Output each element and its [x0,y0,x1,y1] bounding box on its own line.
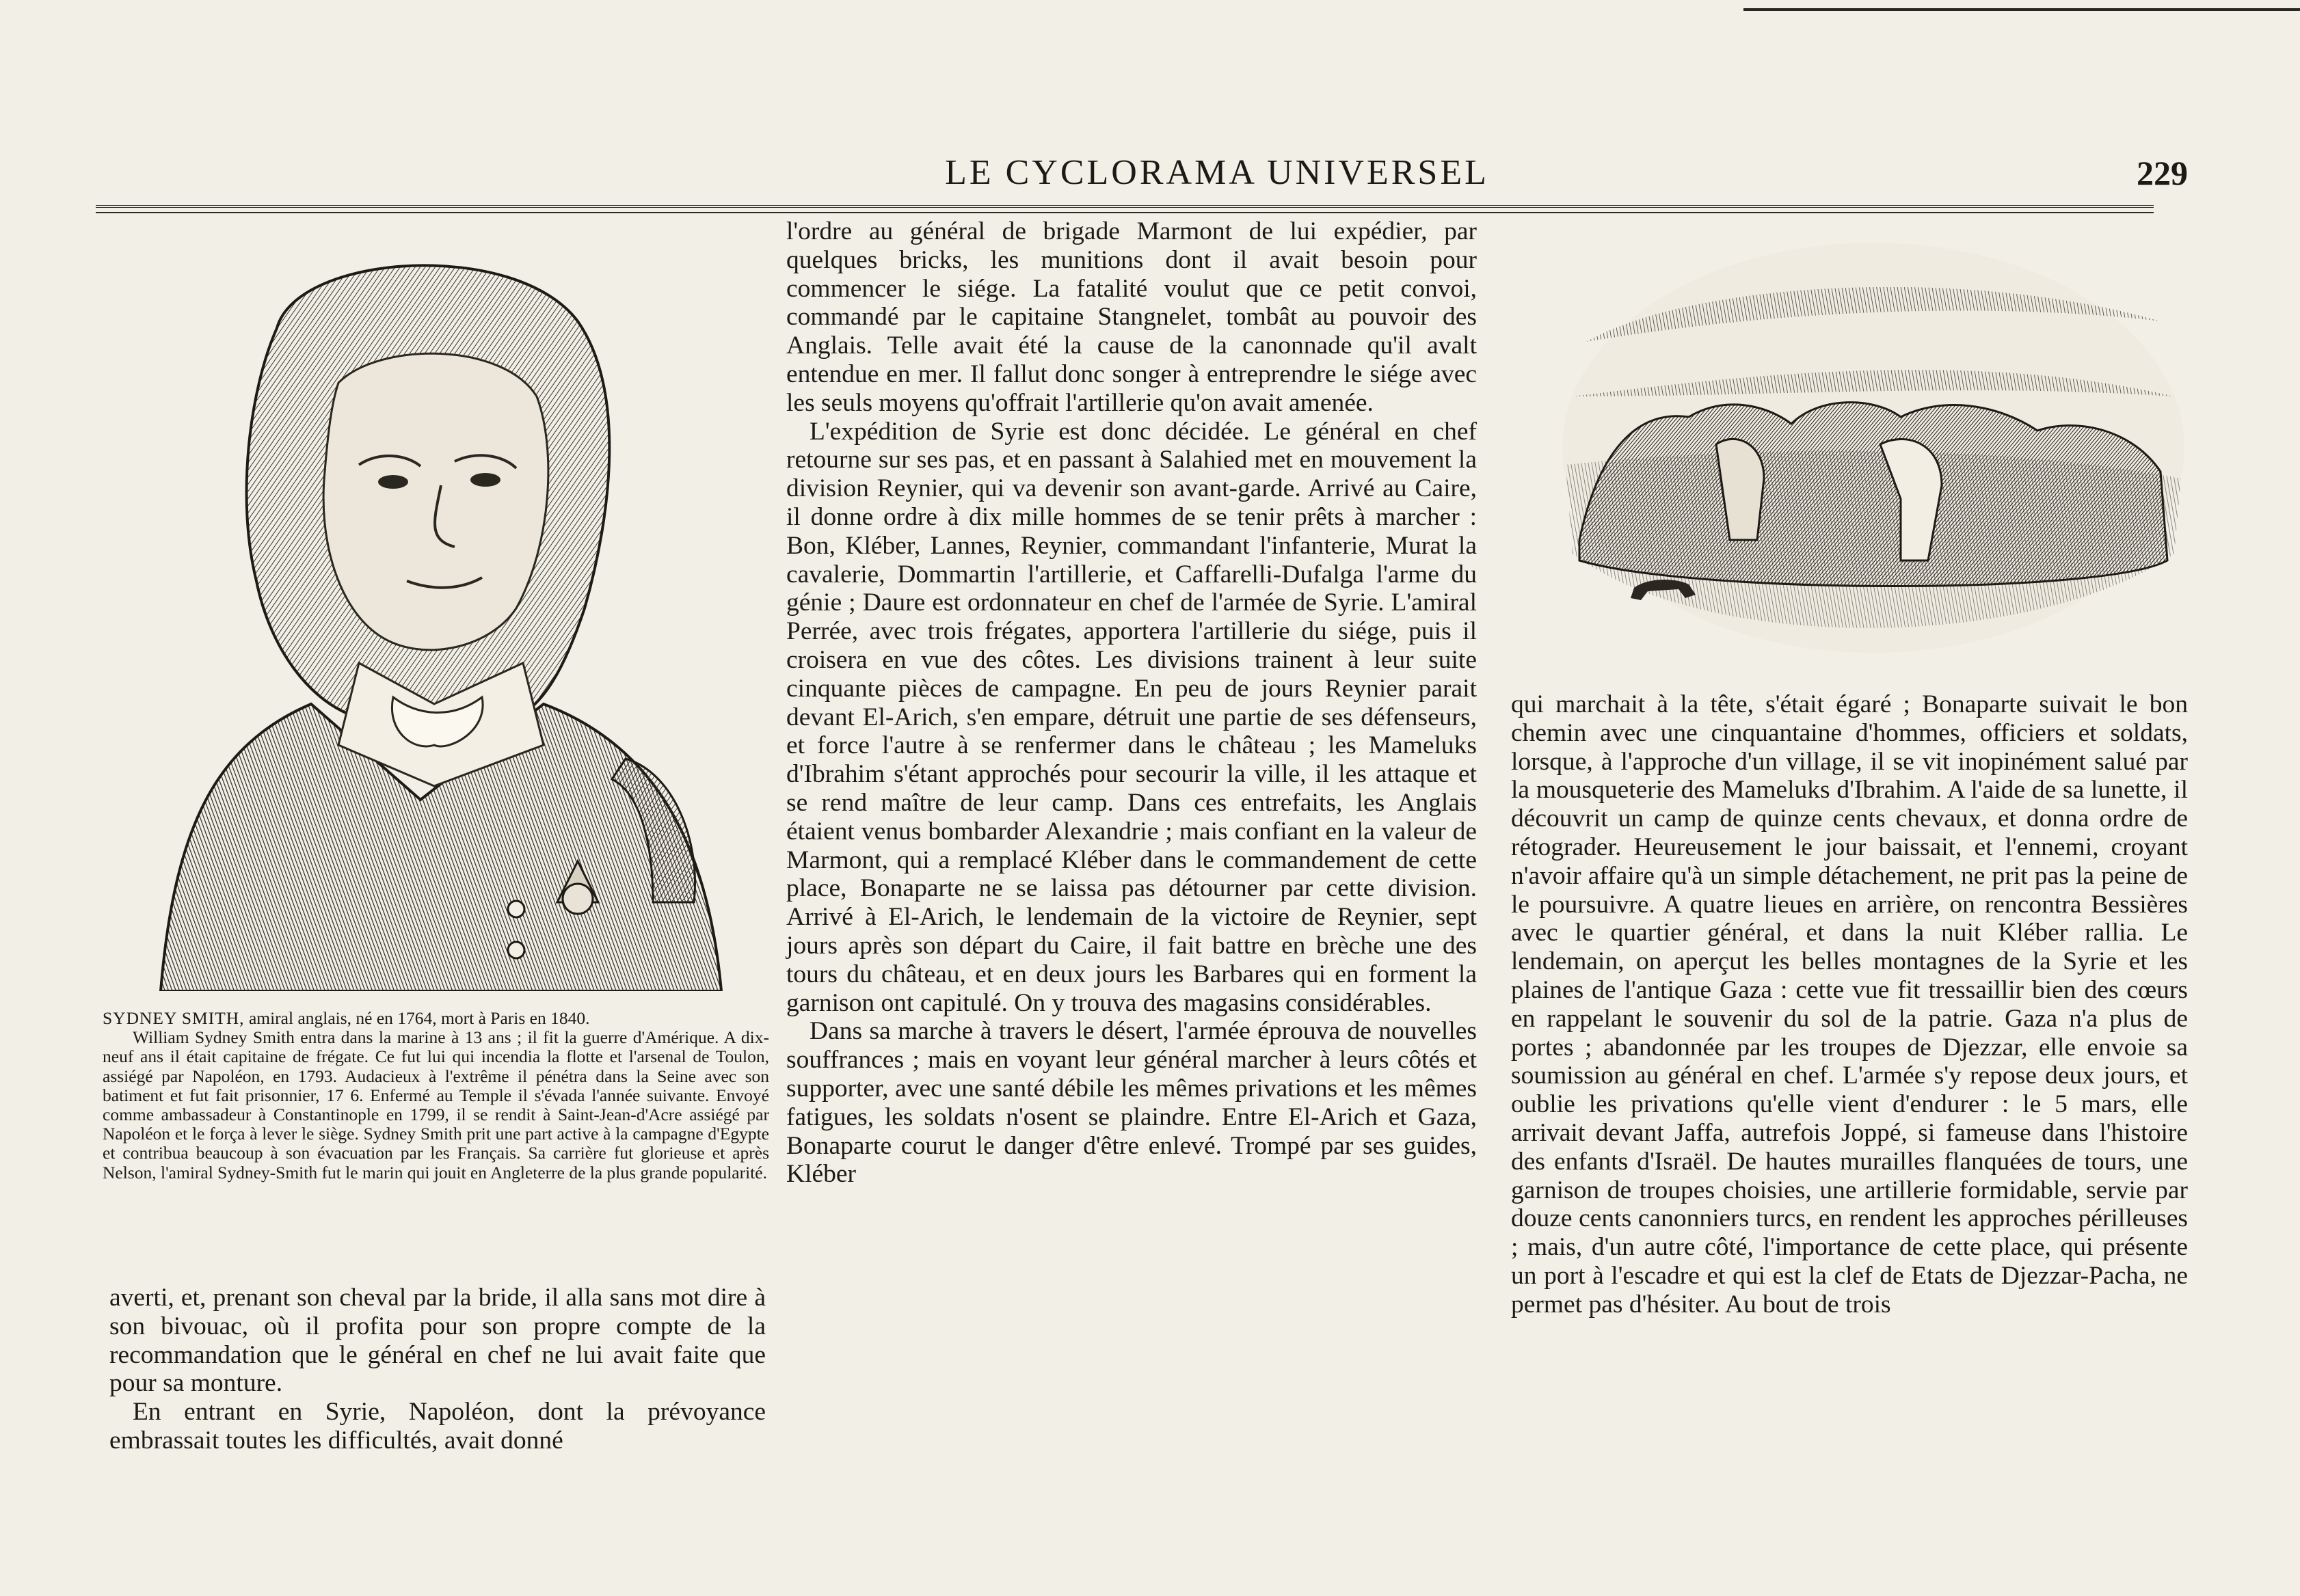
battle-figure [1559,239,2188,656]
portrait-figure [133,226,742,991]
caption-body: William Sydney Smith entra dans la marine à 13 ans ; il fit la guerre d'Amérique. A dix-neuf ans il était capitaine de frégate. Ce fut lui qui incendia la flotte et l'arsenal de Toulon, assiégé par Napoléon, en 1793. Audacieux à l'extrême il pénétra dans la Seine avec son batiment et fut fait prisonnier, 17 6. Enfermé au Temple il s'évada l'année suivante. Envoyé comme ambassadeur à Constantinople en 1799, il se rendit à Saint-Jean-d'Acre assiégé par Napoléon et le força à lever le siège. Sydney Smith prit une part active à la campagne d'Egypte et contribua beaucoup à son évacuation par les Français. Sa carrière fut glorieuse et après Nelson, l'amiral Sydney-Smith fut le marin qui jouit en Angleterre de la plus grande popularité. [103,1027,769,1182]
paragraph: qui marchait à la tête, s'était égaré ; Bonaparte suivait le bon chemin avec une cinquantaine d'hommes, officiers et soldats, lorsque, à l'approche d'un village, il se vit inopinément salué par la mousqueterie des Mameluks d'Ibrahim. A l'aide de sa lunette, il découvrit un camp de quinze cents chevaux, et donna ordre de rétograder. Heureusement le jour baissait, et l'ennemi, croyant n'avoir affaire qu'à un simple détachement, ne prit pas la peine de le poursuivre. A quatre lieues en arrière, on rencontra Bessières avec le quartier général, et dans la nuit Kléber rallia. Le lendemain, on aperçut les belles montagnes de la Syrie et les plaines de l'antique Gaza : cette vue fit tressaillir bien des cœurs en rappelant le souvenir du sol de la patrie. Gaza n'a plus de portes ; abandonnée par les troupes de Djezzar, elle envoie sa soumission au général en chef. L'armée s'y repose deux jours, et oublie les privations qu'elle vient d'endurer : le 5 mars, elle arrivait devant Jaffa, autrefois Joppé, si fameuse dans l'histoire des enfants d'Israël. De hautes murailles flanquées de tours, une garnison de troupes choisies, une artillerie formidable, servie par douze cents canonniers turcs, en rendent les approches périlleuses ; mais, d'un autre côté, l'importance de cette place, qui présente un port à l'escadre et qui est la clef de Etats de Djezzar-Pacha, ne permet pas d'hésiter. Au bout de trois [1511,690,2188,1318]
paragraph: En entrant en Syrie, Napoléon, dont la prévoyance embrassait toutes les difficultés, avait donné [109,1398,766,1455]
page-header [96,149,2188,197]
page-number: 229 [2137,154,2188,192]
paragraph: l'ordre au général de brigade Marmont de lui expédier, par quelques bricks, les munitions dont il avait besoin pour commencer le siége. La fatalité voulut que ce petit convoi, commandé par le capitaine Stangnelet, tombât au pouvoir des Anglais. Telle avait été la cause de la canonnade qu'il avalt entendue en mer. Il fallut donc songer à entreprendre le siége avec les seuls moyens qu'offrait l'artillerie qu'on avait amenée. [786,217,1477,417]
caption-name: SYDNEY SMITH, [103,1008,245,1028]
engraved-cavalry-scene-icon [1559,239,2188,656]
paragraph: L'expédition de Syrie est donc décidée. Le général en chef retourne sur ses pas, et en passant à Salahied met en mouvement la division Reynier, qui va devenir son avant-garde. Arrivé au Caire, il donne ordre à dix mille hommes de se tenir prêts à marcher : Bon, Kléber, Lannes, Reynier, commandant l'infanterie, Murat la cavalerie, Dommartin l'artillerie, et Caffarelli-Dufalga l'arme du génie ; Daure est ordonnateur en chef de l'armée de Syrie. L'amiral Perrée, avec trois frégates, apportera l'artillerie du siége, puis il croisera en vue des côtes. Les divisions trainent à leur suite cinquante pièces de campagne. En peu de jours Reynier parait devant El-Arich, s'en empare, détruit une partie de ses défenseurs, et force l'autre à se renfermer dans le château ; les Mameluks d'Ibrahim s'étant approchés pour secourir la ville, il les attaque et se rend maître de leur camp. Dans ces entrefaits, les Anglais étaient venus bombarder Alexandrie ; mais confiant en la valeur de Marmont, qui a remplacé Kléber dans le commandement de cette place, Bonaparte ne se laissa pas détourner par cette division. Arrivé à El-Arich, le lendemain de la victoire de Reynier, sept jours après son départ du Caire, il fait battre en brèche une des tours du château, et en deux jours les Barbares qui en forment la garnison ont capitulé. On y trouva des magasins considérables. [786,417,1477,1017]
header-rule [96,205,2154,213]
text-column-right [1511,690,2188,1319]
engraved-portrait-icon [133,226,742,991]
text-column-middle [786,217,1477,1189]
paragraph: averti, et, prenant son cheval par la bride, il alla sans mot dire à son bivouac, où il profita pour son propre compte de la recommandation que le général en chef ne lui avait faite que pour sa monture. [109,1284,766,1398]
caption-title-line: amiral anglais, né en 1764, mort à Paris en 1840. [248,1008,590,1028]
top-edge-rule [1743,8,2300,11]
portrait-caption [103,1009,769,1182]
paragraph: Dans sa marche à travers le désert, l'armée éprouva de nouvelles souffrances ; mais en voyant leur général marcher à leurs côtés et supporter, avec une santé débile les mêmes privations et les mêmes fatigues, les soldats n'osent se plaindre. Entre El-Arich et Gaza, Bonaparte courut le danger d'être enlevé. Trompé par ses guides, Kléber [786,1017,1477,1189]
running-title: LE CYCLORAMA UNIVERSEL [945,153,1489,192]
text-column-left [109,1284,766,1455]
